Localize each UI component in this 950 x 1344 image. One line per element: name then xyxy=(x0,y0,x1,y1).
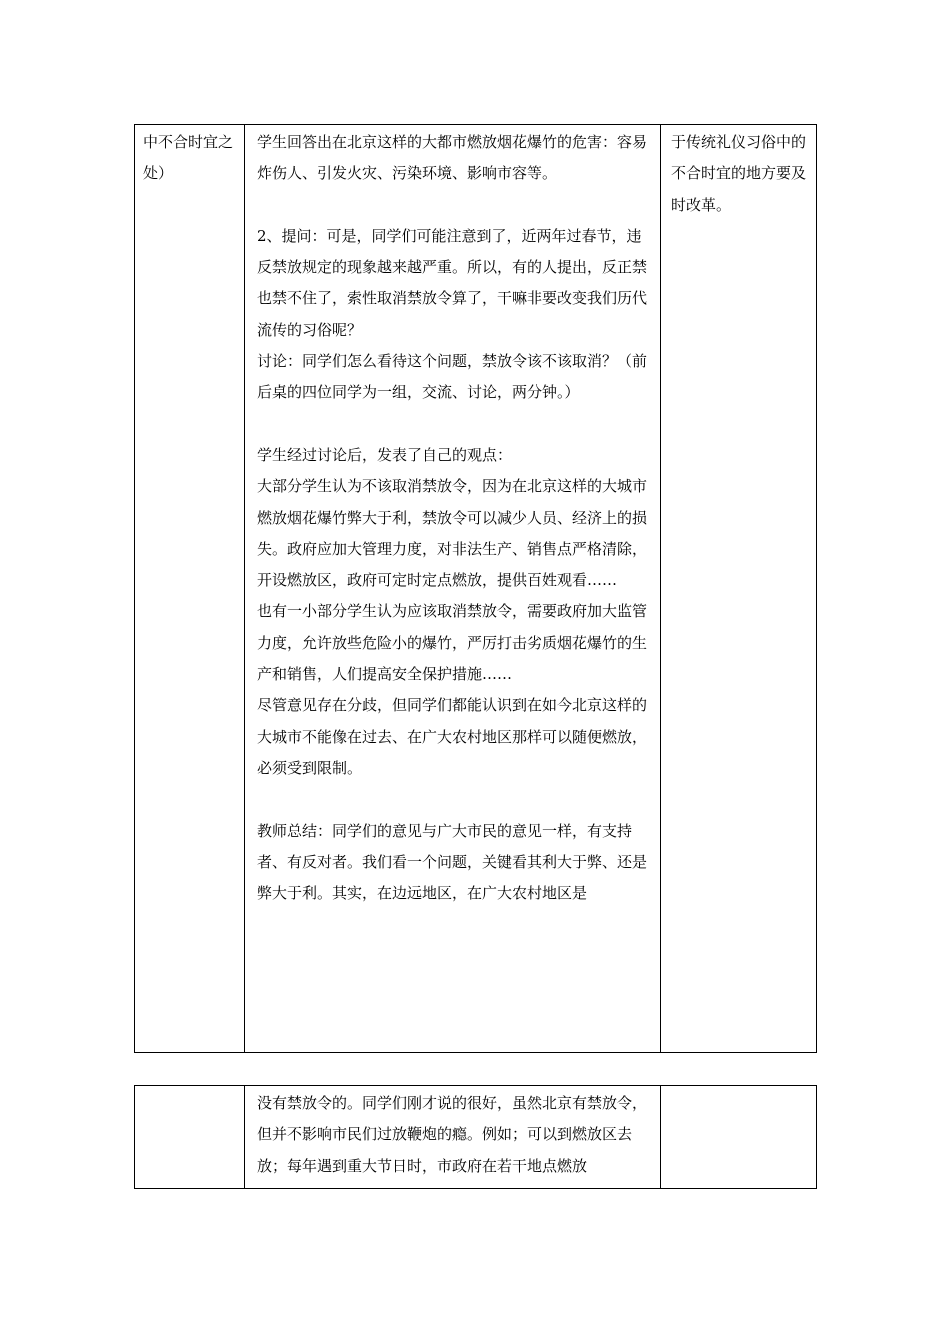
stage-cell xyxy=(135,1086,245,1189)
intent-cell xyxy=(661,125,817,1053)
discussion-paragraph: 讨论：同学们怎么看待这个问题，禁放令该不该取消？（前后桌的四位同学为一组，交流、讨论，两分钟。） xyxy=(257,352,648,402)
table-row xyxy=(135,1086,817,1189)
majority-view-paragraph: 大部分学生认为不该取消禁放令，因为在北京这样的大城市燃放烟花爆竹弊大于利，禁放令可以减少人员、经济上的损失。政府应加大管理力度，对非法生产、销售点严格清除，开设燃放区，政府可定时定点燃放，提供百姓观看…… xyxy=(257,477,648,590)
table-row xyxy=(135,125,817,1053)
stage-text: 中不合时宜之处） xyxy=(143,133,234,183)
intent-text: 于传统礼仪习俗中的不合时宜的地方要及时改革。 xyxy=(671,133,807,214)
minority-view-paragraph: 也有一小部分学生认为应该取消禁放令，需要政府加大监管力度，允许放些危险小的爆竹，严厉打击劣质烟花爆竹的生产和销售，人们提高安全保护措施…… xyxy=(257,602,648,684)
activity-cell xyxy=(245,1086,661,1189)
consensus-paragraph: 尽管意见存在分歧，但同学们都能认识到在如今北京这样的大城市不能像在过去、在广大农村地区那样可以随便燃放，必须受到限制。 xyxy=(257,696,648,777)
student-answer-paragraph: 学生回答出在北京这样的大都市燃放烟花爆竹的危害：容易炸伤人、引发火灾、污染环境、影响市容等。 xyxy=(257,133,648,183)
views-intro-paragraph: 学生经过讨论后，发表了自己的观点： xyxy=(257,445,513,464)
teacher-summary-paragraph: 教师总结：同学们的意见与广大市民的意见一样，有支持者、有反对者。我们看一个问题，关键看其利大于弊、还是弊大于利。其实，在边远地区，在广大农村地区是 xyxy=(257,821,648,903)
question-paragraph: 2、提问：可是，同学们可能注意到了，近两年过春节，违反禁放规定的现象越来越严重。所以，有的人提出，反正禁也禁不住了，索性取消禁放令算了，干嘛非要改变我们历代流传的习俗呢？ xyxy=(257,226,648,339)
activity-cell xyxy=(245,125,661,1053)
continued-summary-paragraph: 没有禁放令的。同学们刚才说的很好，虽然北京有禁放令，但并不影响市民们过放鞭炮的瘾。例如；可以到燃放区去放；每年遇到重大节日时，市政府在若干地点燃放 xyxy=(257,1094,648,1175)
lesson-table-continued xyxy=(134,1085,817,1189)
intent-cell xyxy=(661,1086,817,1189)
stage-cell xyxy=(135,125,245,1053)
lesson-table-top xyxy=(134,124,817,1053)
